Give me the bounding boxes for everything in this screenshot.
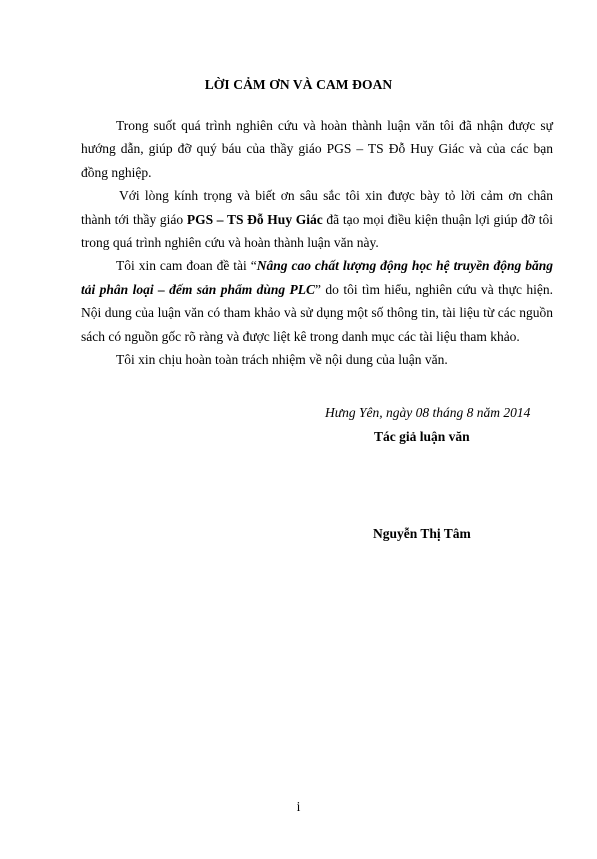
advisor-name: PGS – TS Đỗ Huy Giác: [186, 211, 323, 227]
thesis-title: Nâng cao chất lượng động học hệ truyền động băng tải phân loại – đếm sản phẩm dùng PLC: [81, 258, 554, 297]
page-number: i: [296, 799, 301, 814]
paragraph-acknowledgement: Trong suốt quá trình nghiên cứu và hoàn thành luận văn tôi đã nhận được sự hướng dẫn, giúp đỡ quý báu của thầy giáo PGS – TS Đỗ Huy Giác và của các bạn đồng nghiệp.: [81, 118, 553, 180]
thesis-title-quote-close: ”: [315, 281, 322, 297]
page-title: LỜI CẢM ƠN VÀ CAM ĐOAN: [204, 77, 393, 92]
paragraph-declaration-text-after: do tôi tìm hiểu, nghiên cứu và thực hiện. Nội dung của luận văn có tham khảo và sử dụng một số thông tin, tài liệu từ các nguồn sách có nguồn gốc rõ ràng và được liệt kê trong danh mục các tài liệu tham khảo.: [81, 281, 554, 344]
paragraph-declaration: [81, 254, 553, 348]
paragraph-gratitude: [81, 184, 553, 254]
paragraph-declaration-text-before: Tôi xin cam đoan đề tài “: [116, 258, 257, 274]
paragraph-gratitude-text-before: Với lòng kính trọng và biết ơn sâu sắc tôi xin được bày tỏ lời cảm ơn chân thành tới thầy giáo: [81, 188, 553, 227]
author-title: Tác giả luận văn: [374, 429, 470, 444]
date-line: Hưng Yên, ngày 08 tháng 8 năm 2014: [325, 405, 531, 420]
paragraph-gratitude-text-after: đã tạo mọi điều kiện thuận lợi giúp đỡ tôi trong quá trình nghiên cứu và hoàn thành luận văn này.: [81, 211, 553, 251]
paragraph-responsibility: Tôi xin chịu hoàn toàn trách nhiệm về nội dung của luận văn.: [116, 352, 448, 368]
author-name: Nguyễn Thị Tâm: [373, 526, 471, 541]
body-text: [81, 114, 553, 371]
